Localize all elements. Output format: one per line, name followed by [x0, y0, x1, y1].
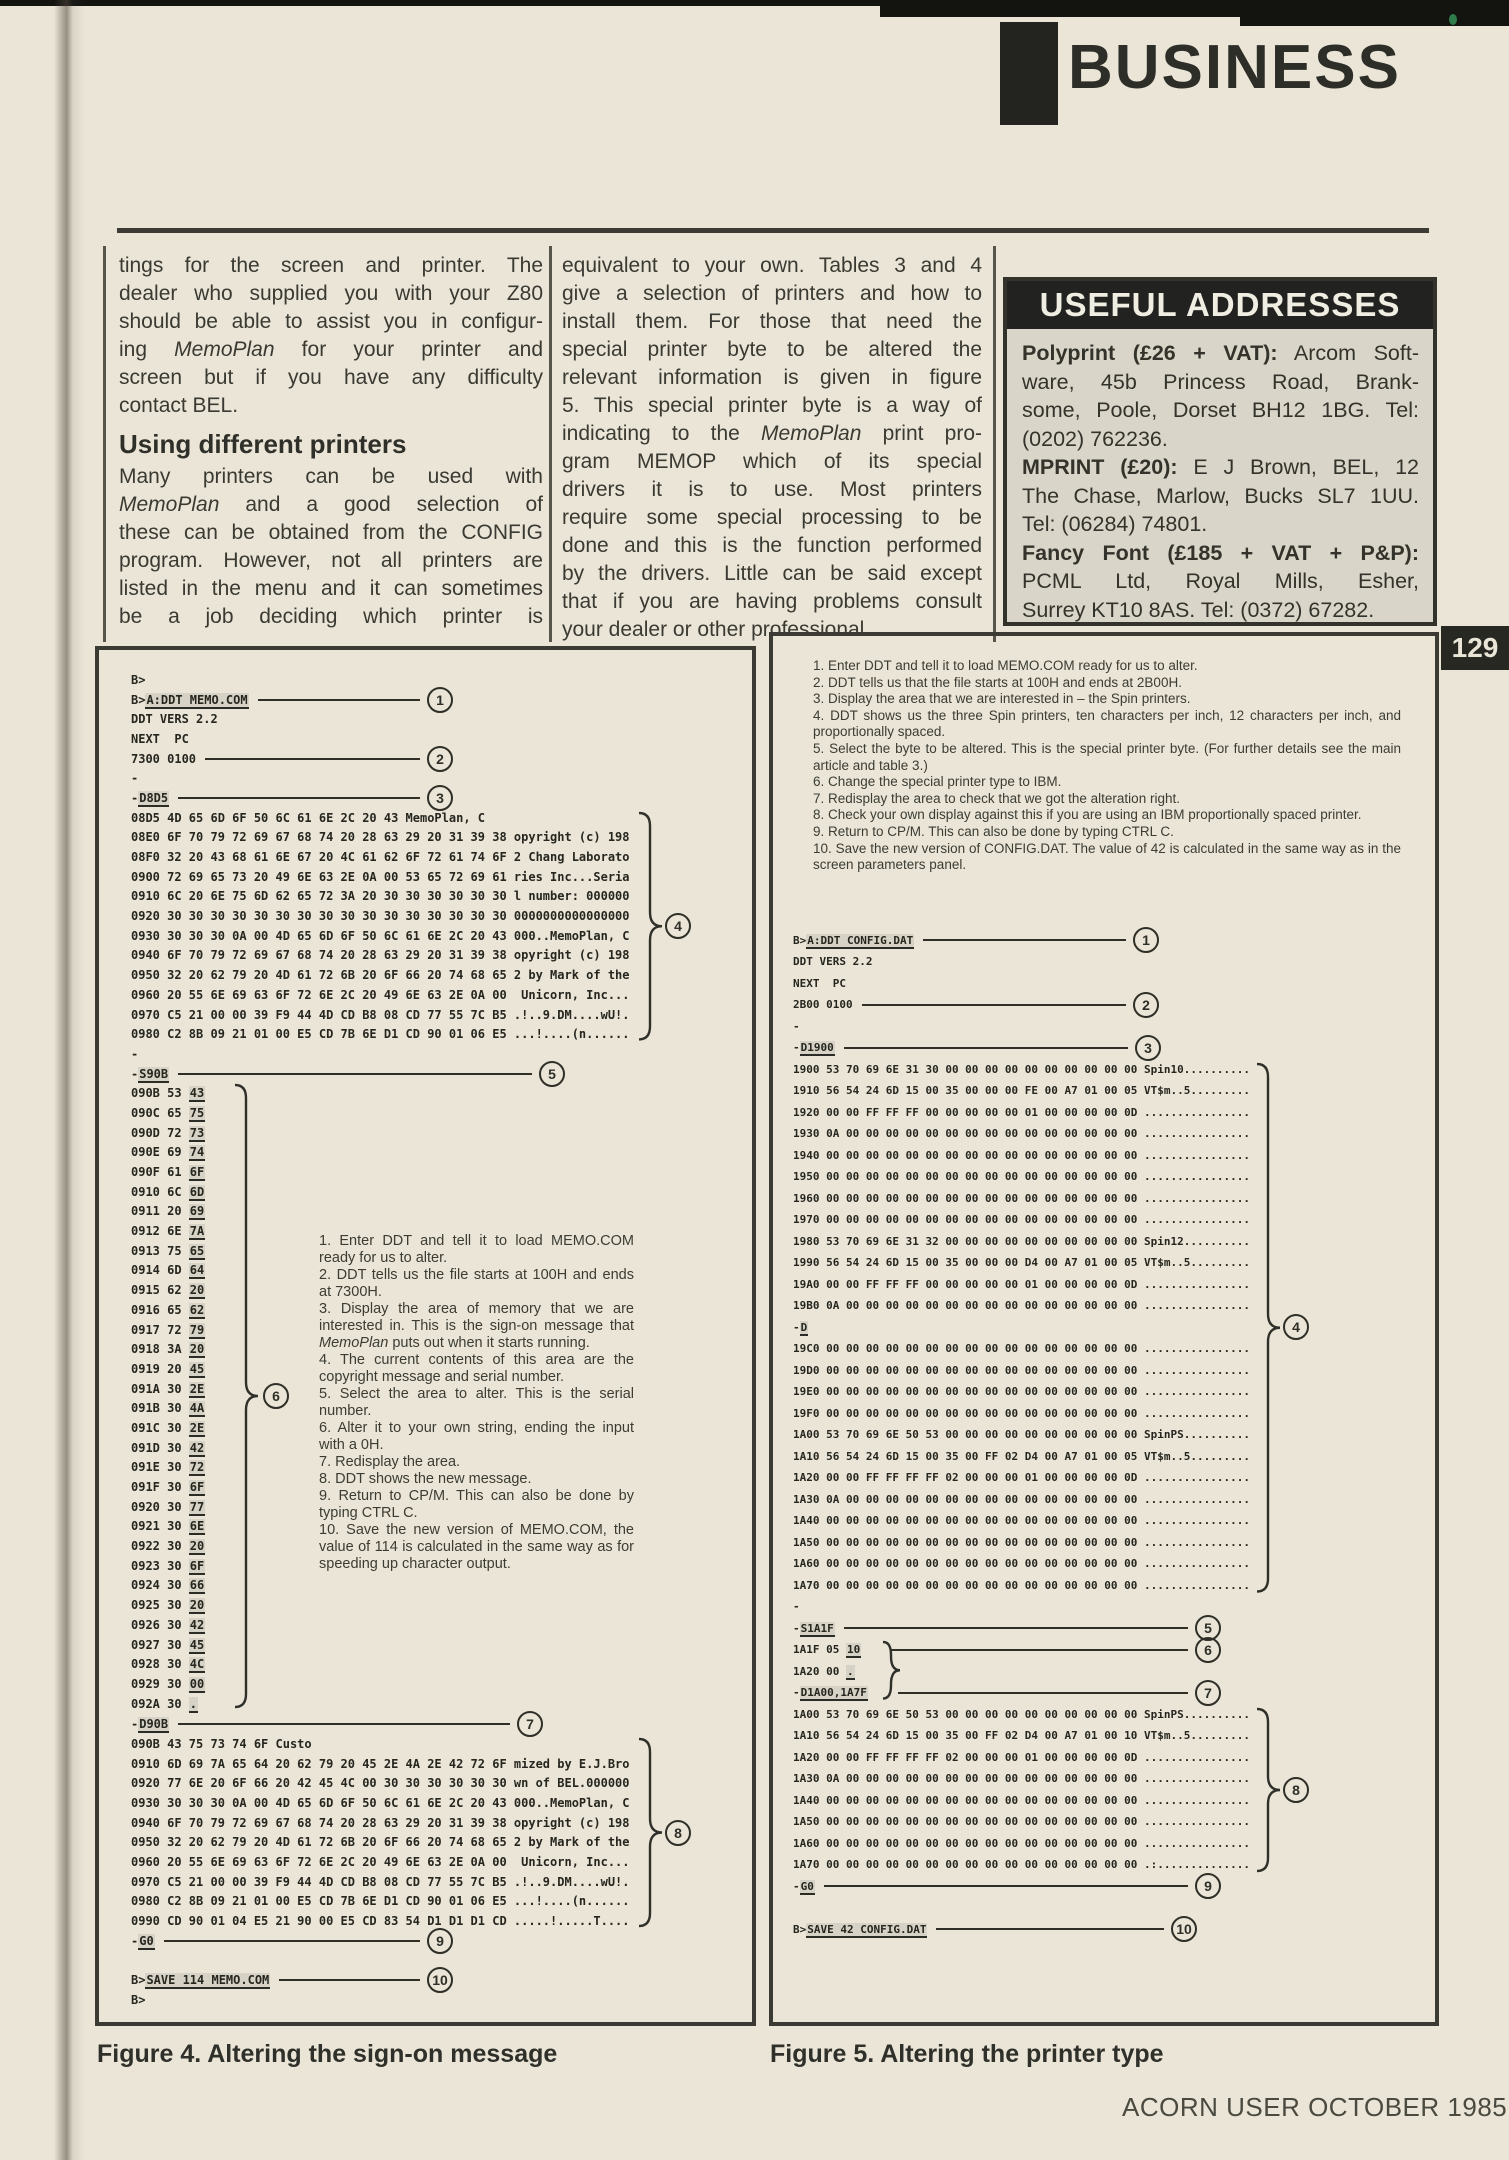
leader-line — [279, 1979, 420, 1981]
figure4-annotations — [319, 1233, 634, 1573]
brace — [233, 1083, 261, 1712]
console-row: DDT VERS 2.2 — [793, 955, 873, 969]
ink-speck — [1449, 14, 1457, 25]
hex-dump-line: 1A40 00 00 00 00 00 00 00 00 00 00 00 00 00 00 00 00 ................ — [793, 1793, 1250, 1807]
text-line: 6. Alter it to your own string, ending the input with a 0H. — [319, 1420, 634, 1454]
text-line: be a job deciding which printer is — [119, 605, 543, 628]
hex-dump-line: 0950 32 20 62 79 20 4D 61 72 6B 20 6F 66 20 74 68 65 2 by Mark of the — [131, 968, 630, 983]
console-row: 0927 30 45 — [131, 1637, 205, 1652]
text-line: should be able to assist you in configur- — [119, 310, 543, 333]
leader-line — [862, 1004, 1126, 1006]
console-row: DDT VERS 2.2 — [131, 712, 218, 727]
brace — [1255, 1062, 1283, 1597]
leader-line — [205, 758, 420, 760]
console-section — [793, 930, 1435, 1941]
leader-line — [258, 699, 420, 701]
text-line: install them. For those that need the — [562, 310, 982, 333]
text-line: ing MemoPlan for your printer and — [119, 338, 543, 361]
console-section — [131, 1714, 752, 2009]
text-line: indicating to the MemoPlan print pro- — [562, 422, 982, 445]
console-row: 0929 30 00 — [131, 1676, 205, 1691]
text-line: 8. DDT shows the new message. — [319, 1471, 532, 1488]
hex-dump-line: 19A0 00 00 FF FF FF 00 00 00 00 00 01 00 00 00 00 0D ................ — [793, 1277, 1250, 1291]
section-header-bar — [1000, 22, 1058, 125]
circled-number: 6 — [263, 1383, 289, 1409]
console-row: B>A:DDT MEMO.COM 1 — [131, 690, 453, 710]
console-row: 091D 30 42 — [131, 1440, 205, 1455]
hex-dump-line: 0940 6F 70 79 72 69 67 68 74 20 28 63 29 20 31 39 38 opyright (c) 198 — [131, 1815, 630, 1830]
text-line: PCML Ltd, Royal Mills, Esher, — [1022, 569, 1419, 593]
console-row: 0914 6D 64 — [131, 1263, 205, 1278]
leader-line — [178, 1073, 532, 1075]
hex-dump-line: -D — [793, 1320, 808, 1334]
circled-number: 2 — [1133, 992, 1159, 1018]
console-row: 091F 30 6F — [131, 1480, 205, 1495]
hex-dump — [131, 808, 752, 1044]
console-row: 091A 30 2E — [131, 1381, 205, 1396]
text-line: Fancy Font (£185 + VAT + P&P): — [1022, 540, 1419, 565]
hex-dump-line: 1A30 0A 00 00 00 00 00 00 00 00 00 00 00 00 00 00 00 ................ — [793, 1492, 1250, 1506]
article-subheading: Using different printers — [119, 429, 407, 459]
hex-dump-line: 0990 CD 90 01 04 E5 21 90 00 E5 CD 83 54 D1 D1 D1 CD .....!.....T.... — [131, 1914, 630, 1929]
hex-dump-line: 0910 6D 69 7A 65 64 20 62 79 20 45 2E 4A 2E 42 72 6F mized by E.J.Bro — [131, 1756, 630, 1771]
useful-addresses-title: USEFUL ADDRESSES — [1039, 286, 1401, 323]
text-line: 2. DDT tells us that the file starts at 100H and ends at 2B00H. — [813, 674, 1182, 690]
text-line: Tel: (06284) 74801. — [1022, 512, 1208, 536]
console-row: B>SAVE 42 CONFIG.DAT 10 — [793, 1919, 1197, 1941]
hex-dump-line: 1A20 00 00 FF FF FF FF 02 00 00 00 01 00 00 00 00 0D ................ — [793, 1750, 1250, 1764]
hex-dump-line: 19D0 00 00 00 00 00 00 00 00 00 00 00 00 00 00 00 00 ................ — [793, 1363, 1250, 1377]
console-row: 0916 65 62 — [131, 1302, 205, 1317]
hex-dump-line: 1980 53 70 69 6E 31 32 00 00 00 00 00 00 00 00 00 00 Spin12.......... — [793, 1234, 1250, 1248]
circled-number: 3 — [1135, 1035, 1161, 1061]
circled-number: 4 — [665, 913, 691, 939]
hex-dump-line: 1950 00 00 00 00 00 00 00 00 00 00 00 00 00 00 00 00 ................ — [793, 1170, 1250, 1184]
hex-dump-line: 1A10 56 54 24 6D 15 00 35 00 FF 02 D4 00 A7 01 00 05 VT$m..5......... — [793, 1449, 1250, 1463]
figure5-caption: Figure 5. Altering the printer type — [770, 2040, 1164, 2068]
page-number-badge: 129 — [1441, 626, 1509, 670]
hex-dump-line: 1A60 00 00 00 00 00 00 00 00 00 00 00 00 00 00 00 00 ................ — [793, 1836, 1250, 1850]
text-line: require some special processing to be — [562, 506, 982, 529]
hex-dump-line: 0980 C2 8B 09 21 01 00 E5 CD 7B 6E D1 CD 90 01 06 E5 ...!....(n...... — [131, 1894, 630, 1909]
hex-dump-line: 1A40 00 00 00 00 00 00 00 00 00 00 00 00 00 00 00 00 ................ — [793, 1514, 1250, 1528]
console-row: 0928 30 4C — [131, 1657, 205, 1672]
leader-line — [844, 1047, 1128, 1049]
leader-line — [178, 1723, 510, 1725]
hex-dump-line: 1970 00 00 00 00 00 00 00 00 00 00 00 00 00 00 00 00 ................ — [793, 1213, 1250, 1227]
hex-dump-line: 0960 20 55 6E 69 63 6F 72 6E 2C 20 49 6E 63 2E 0A 00 Unicorn, Inc... — [131, 1855, 630, 1870]
figure4-console — [99, 650, 752, 2010]
leader-line — [891, 1649, 1188, 1651]
text-line: program. However, not all printers are — [119, 549, 543, 572]
console-row: -G0 9 — [793, 1876, 1221, 1898]
text-line: 9. Return to CP/M. This can also be done by typing CTRL C. — [319, 1488, 634, 1522]
text-line: that if you are having problems consult — [562, 590, 982, 613]
text-line: give a selection of printers and how to — [562, 282, 982, 305]
hex-dump-line: 0980 C2 8B 09 21 01 00 E5 CD 7B 6E D1 CD 90 01 06 E5 ...!....(n...... — [131, 1027, 630, 1042]
hex-dump-line: 0940 6F 70 79 72 69 67 68 74 20 28 63 29 20 31 39 38 opyright (c) 198 — [131, 948, 630, 963]
useful-addresses-header — [1007, 281, 1433, 329]
hex-dump-line: 0930 30 30 30 0A 00 4D 65 6D 6F 50 6C 61 6E 2C 20 43 000..MemoPlan, C — [131, 1796, 630, 1811]
text-line: 10. Save the new version of MEMO.COM, the value of 114 is calculated in the same way as for speeding up character output. — [319, 1522, 634, 1573]
brace — [1255, 1707, 1283, 1876]
page-footer: ACORN USER OCTOBER 1985 — [1122, 2092, 1508, 2122]
text-line: screen but if you have any difficulty — [119, 366, 543, 389]
text-line: 8. Check your own display against this if you are using an IBM proportionally spaced printer. — [813, 807, 1362, 823]
console-row: -S1A1F 5 — [793, 1618, 1221, 1640]
hex-dump-line: 19E0 00 00 00 00 00 00 00 00 00 00 00 00 00 00 00 00 ................ — [793, 1385, 1250, 1399]
hex-dump-line: 1A00 53 70 69 6E 50 53 00 00 00 00 00 00 00 00 00 00 SpinPS.......... — [793, 1707, 1250, 1721]
hex-dump-line: 1A70 00 00 00 00 00 00 00 00 00 00 00 00 00 00 00 00 .:.............. — [793, 1858, 1250, 1872]
text-line: Polyprint (£26 + VAT): Arcom Soft- — [1022, 341, 1419, 365]
hex-dump-line: 1A70 00 00 00 00 00 00 00 00 00 00 00 00 00 00 00 00 ................ — [793, 1578, 1250, 1592]
circled-number: 10 — [427, 1967, 453, 1993]
text-line: your dealer or other professional. — [562, 618, 871, 641]
text-line: some, Poole, Dorset BH12 1BG. Tel: — [1022, 398, 1419, 422]
console-row: 0926 30 42 — [131, 1617, 205, 1632]
console-row: 0910 6C 6D — [131, 1184, 205, 1199]
text-line: by the drivers. Little can be said except — [562, 562, 982, 585]
hex-dump-line: 1A50 00 00 00 00 00 00 00 00 00 00 00 00 00 00 00 00 ................ — [793, 1815, 1250, 1829]
circled-number: 7 — [517, 1711, 543, 1737]
text-line: 7. Redisplay the area to check that we got the alteration right. — [813, 790, 1180, 806]
console-row: 090F 61 6F — [131, 1165, 205, 1180]
circled-number: 8 — [665, 1820, 691, 1846]
hex-dump-line: 090B 43 75 73 74 6F Custo — [131, 1736, 312, 1751]
text-line: dealer who supplied you with your Z80 — [119, 282, 543, 305]
circled-number: 9 — [427, 1928, 453, 1954]
hex-dump-line: 0970 C5 21 00 00 39 F9 44 4D CD B8 08 CD 77 55 7C B5 .!..9.DM....wU!. — [131, 1007, 630, 1022]
column-rule — [549, 246, 552, 642]
console-row: 0913 75 65 — [131, 1243, 205, 1258]
circled-number: 1 — [1133, 927, 1159, 953]
console-row: 1A1F 05 10 6 — [793, 1639, 1221, 1661]
console-row: 0922 30 20 — [131, 1539, 205, 1554]
hex-dump-line: 0970 C5 21 00 00 39 F9 44 4D CD B8 08 CD 77 55 7C B5 .!..9.DM....wU!. — [131, 1874, 630, 1889]
hex-dump-line: 1A00 53 70 69 6E 50 53 00 00 00 00 00 00 00 00 00 00 SpinPS.......... — [793, 1428, 1250, 1442]
hex-dump-line: 19C0 00 00 00 00 00 00 00 00 00 00 00 00 00 00 00 00 ................ — [793, 1342, 1250, 1356]
text-line: 6. Change the special printer type to IBM. — [813, 774, 1062, 790]
text-line: special printer byte to be altered the — [562, 338, 982, 361]
hex-dump-line: 0930 30 30 30 0A 00 4D 65 6D 6F 50 6C 61 6E 2C 20 43 000..MemoPlan, C — [131, 928, 630, 943]
console-row — [793, 1897, 1435, 1919]
figure5-annotations — [773, 636, 1435, 874]
console-section — [131, 670, 752, 1083]
console-row: 0925 30 20 — [131, 1598, 205, 1613]
leader-line — [936, 1928, 1164, 1930]
console-row: 0919 20 45 — [131, 1361, 205, 1376]
hex-dump-line: 1910 56 54 24 6D 15 00 35 00 00 00 FE 00 A7 01 00 05 VT$m..5......... — [793, 1084, 1250, 1098]
console-row: -D8D5 3 — [131, 788, 453, 808]
console-row: - — [131, 771, 139, 786]
text-line: 5. This special printer byte is a way of — [562, 394, 982, 417]
hex-dump-line: 0960 20 55 6E 69 63 6F 72 6E 2C 20 49 6E 63 2E 0A 00 Unicorn, Inc... — [131, 987, 630, 1002]
text-line: 9. Return to CP/M. This can also be done by typing CTRL C. — [813, 823, 1174, 839]
text-line: these can be obtained from the CONFIG — [119, 521, 543, 544]
console-row: 091E 30 72 — [131, 1460, 205, 1475]
console-row: -S90B 5 — [131, 1064, 565, 1084]
circled-number: 6 — [1195, 1637, 1221, 1663]
console-row: -G0 9 — [131, 1931, 453, 1951]
text-line: Many printers can be used with — [119, 465, 543, 488]
hex-dump-line: 1A10 56 54 24 6D 15 00 35 00 FF 02 D4 00 A7 01 00 10 VT$m..5......... — [793, 1729, 1250, 1743]
console-row: 0920 30 77 — [131, 1499, 205, 1514]
text-line: tings for the screen and printer. The — [119, 254, 543, 277]
console-row: 0915 62 20 — [131, 1283, 205, 1298]
circled-number: 8 — [1283, 1777, 1309, 1803]
hex-dump-line: 08F0 32 20 43 68 61 6E 67 20 4C 61 62 6F 72 61 74 6F 2 Chang Laborato — [131, 850, 630, 865]
console-row: -D1A00,1A7F 7 — [793, 1682, 1221, 1704]
text-line: listed in the menu and it can sometimes — [119, 577, 543, 600]
hex-dump-line: 1920 00 00 FF FF FF 00 00 00 00 00 01 00 00 00 00 0D ................ — [793, 1105, 1250, 1119]
leader-line — [898, 1692, 1188, 1694]
circled-number: 1 — [427, 687, 453, 713]
console-row: 0924 30 66 — [131, 1578, 205, 1593]
text-line: 4. The current contents of this area are the copyright message and serial number. — [319, 1352, 634, 1386]
circled-number: 2 — [427, 746, 453, 772]
hex-dump-line: 1900 53 70 69 6E 31 30 00 00 00 00 00 00 00 00 00 00 Spin10.......... — [793, 1062, 1250, 1076]
console-row: 1A20 00 . — [793, 1664, 854, 1678]
hex-dump-line: 08E0 6F 70 79 72 69 67 68 74 20 28 63 29 20 31 39 38 opyright (c) 198 — [131, 830, 630, 845]
leader-line — [844, 1627, 1188, 1629]
hex-dump-line: 1990 56 54 24 6D 15 00 35 00 00 00 D4 00 A7 01 00 05 VT$m..5......... — [793, 1256, 1250, 1270]
text-line: Surrey KT10 8AS. Tel: (0372) 67282. — [1022, 597, 1375, 622]
text-line: 1. Enter DDT and tell it to load MEMO.COM ready for us to alter. — [319, 1233, 634, 1267]
console-group — [793, 1639, 1435, 1704]
hex-dump — [793, 1059, 1435, 1597]
hex-dump-line: 1A60 00 00 00 00 00 00 00 00 00 00 00 00 00 00 00 00 ................ — [793, 1557, 1250, 1571]
circled-number: 7 — [1195, 1680, 1221, 1706]
console-row: 7300 0100 2 — [131, 749, 453, 769]
useful-addresses-body — [1007, 329, 1433, 624]
console-row: 0917 72 79 — [131, 1322, 205, 1337]
circled-number: 10 — [1171, 1916, 1197, 1942]
text-line: 1. Enter DDT and tell it to load MEMO.COM ready for us to alter. — [813, 658, 1198, 673]
brace — [637, 811, 665, 1044]
console-row: B>A:DDT CONFIG.DAT 1 — [793, 930, 1159, 952]
circled-number: 3 — [427, 785, 453, 811]
figure5-console-wrap — [773, 930, 1435, 1941]
figure4-caption: Figure 4. Altering the sign-on message — [97, 2040, 558, 2068]
figure5-box — [769, 632, 1439, 2026]
console-row: 2B00 0100 2 — [793, 994, 1159, 1016]
hex-dump-line: 0910 6C 20 6E 75 6D 62 65 72 3A 20 30 30 30 30 30 30 l number: 000000 — [131, 889, 630, 904]
console-row: 090E 69 74 — [131, 1145, 205, 1160]
text-line: 3. Display the area of memory that we are interested in. This is the sign-on message that MemoPlan puts out when it starts running. — [319, 1301, 634, 1352]
circled-number: 5 — [1195, 1615, 1221, 1641]
console-row: 0923 30 6F — [131, 1558, 205, 1573]
text-line: drivers it is to use. Most printers — [562, 478, 982, 501]
text-line: 7. Redisplay the area. — [319, 1454, 461, 1471]
paragraph — [119, 252, 543, 420]
text-line: ware, 45b Princess Road, Brank- — [1022, 369, 1419, 394]
hex-dump-line: 08D5 4D 65 6D 6F 50 6C 61 6E 2C 20 43 MemoPlan, C — [131, 810, 486, 825]
console-row: NEXT PC — [793, 976, 846, 990]
leader-line — [923, 939, 1126, 941]
hex-dump-line: 0920 77 6E 20 6F 66 20 42 45 4C 00 30 30 30 30 30 30 wn of BEL.000000 — [131, 1776, 630, 1791]
text-line: 4. DDT shows us the three Spin printers, ten characters per inch, 12 characters per inch, and proportionally spaced. — [813, 707, 1401, 740]
console-row: 0911 20 69 — [131, 1204, 205, 1219]
leader-line — [178, 797, 420, 799]
text-line: relevant information is given in figure — [562, 366, 982, 389]
substitute-section — [131, 1083, 752, 1714]
hex-dump-line: 1A30 0A 00 00 00 00 00 00 00 00 00 00 00 00 00 00 00 ................ — [793, 1772, 1250, 1786]
text-line: The Chase, Marlow, Bucks SL7 1UU. — [1022, 483, 1419, 508]
text-line: 2. DDT tells us the file starts at 100H and ends at 7300H. — [319, 1267, 634, 1301]
hex-dump-line: 1A20 00 00 FF FF FF FF 02 00 00 00 01 00 00 00 00 0D ................ — [793, 1471, 1250, 1485]
leader-line — [164, 1940, 420, 1942]
hex-dump-line: 19B0 0A 00 00 00 00 00 00 00 00 00 00 00 00 00 00 00 ................ — [793, 1299, 1250, 1313]
column-rule — [103, 246, 106, 642]
figure4-box — [95, 646, 756, 2026]
circled-number: 5 — [539, 1061, 565, 1087]
console-row: 0918 3A 20 — [131, 1342, 205, 1357]
console-row: - — [793, 1600, 800, 1614]
text-line: contact BEL. — [119, 394, 239, 417]
paragraph — [119, 463, 543, 631]
text-line: gram MEMOP which of its special — [562, 450, 982, 473]
circled-number: 9 — [1195, 1873, 1221, 1899]
console-row: 092A 30 . — [131, 1696, 198, 1711]
section-title: BUSINESS — [1068, 33, 1401, 102]
text-line: 5. Select the byte to be altered. This is the special printer byte. (For further details see the main article and table 3.) — [813, 740, 1401, 773]
text-line: (0202) 762236. — [1022, 426, 1168, 451]
leader-line — [824, 1885, 1188, 1887]
hex-dump-line: 1960 00 00 00 00 00 00 00 00 00 00 00 00 00 00 00 00 ................ — [793, 1191, 1250, 1205]
article-column-1 — [119, 252, 543, 631]
text-line: 10. Save the new version of CONFIG.DAT. The value of 42 is calculated in the same way as in the screen parameters panel. — [813, 840, 1401, 873]
scan-edge-corner — [1240, 0, 1509, 26]
console-row: B> — [131, 672, 146, 687]
useful-addresses-box — [1003, 277, 1437, 626]
circled-number: 4 — [1283, 1314, 1309, 1340]
hex-dump-line: 1930 0A 00 00 00 00 00 00 00 00 00 00 00 00 00 00 00 ................ — [793, 1127, 1250, 1141]
console-row: NEXT PC — [131, 731, 189, 746]
text-line: equivalent to your own. Tables 3 and 4 — [562, 254, 982, 277]
console-row: 091C 30 2E — [131, 1420, 205, 1435]
brace — [881, 1640, 903, 1704]
page-gutter-shadow — [54, 0, 84, 2160]
header-rule — [117, 228, 1429, 233]
hex-dump-line: 19F0 00 00 00 00 00 00 00 00 00 00 00 00 00 00 00 00 ................ — [793, 1406, 1250, 1420]
text-line: MemoPlan and a good selection of — [119, 493, 543, 516]
console-row: B> — [131, 1992, 146, 2007]
console-row: B>SAVE 114 MEMO.COM 10 — [131, 1970, 453, 1990]
text-line: 3. Display the area that we are interested in – the Spin printers. — [813, 691, 1191, 707]
console-row: 091B 30 4A — [131, 1401, 205, 1416]
text-line: 5. Select the area to alter. This is the serial number. — [319, 1386, 634, 1420]
brace — [637, 1737, 665, 1931]
console-row: 0912 6E 7A — [131, 1224, 205, 1239]
console-row: 090D 72 73 — [131, 1125, 205, 1140]
hex-dump-line: 0950 32 20 62 79 20 4D 61 72 6B 20 6F 66 20 74 68 65 2 by Mark of the — [131, 1835, 630, 1850]
article-column-2 — [562, 252, 982, 644]
console-row: -D90B 7 — [131, 1714, 543, 1734]
console-row: 0921 30 6E — [131, 1519, 205, 1534]
console-row: - — [131, 1046, 139, 1061]
hex-dump-line: 1A50 00 00 00 00 00 00 00 00 00 00 00 00 00 00 00 00 ................ — [793, 1535, 1250, 1549]
figure5-console — [773, 930, 1435, 1941]
console-row: -D1900 3 — [793, 1037, 1161, 1059]
text-line: done and this is the function performed — [562, 534, 982, 557]
hex-dump-line: 0900 72 69 65 73 20 49 6E 63 2E 0A 00 53 65 72 69 61 ries Inc...Seria — [131, 869, 630, 884]
console-row: 090B 53 43 — [131, 1086, 205, 1101]
column-rule — [993, 246, 996, 642]
hex-dump-line: 1940 00 00 00 00 00 00 00 00 00 00 00 00 00 00 00 00 ................ — [793, 1148, 1250, 1162]
console-row: - — [793, 1019, 800, 1033]
hex-dump-line: 0920 30 30 30 30 30 30 30 30 30 30 30 30 30 30 30 30 0000000000000000 — [131, 909, 630, 924]
hex-dump — [131, 1734, 752, 1931]
text-line: MPRINT (£20): E J Brown, BEL, 12 — [1022, 455, 1419, 479]
paragraph — [562, 252, 982, 644]
console-row: 090C 65 75 — [131, 1105, 205, 1120]
hex-dump — [793, 1704, 1435, 1876]
